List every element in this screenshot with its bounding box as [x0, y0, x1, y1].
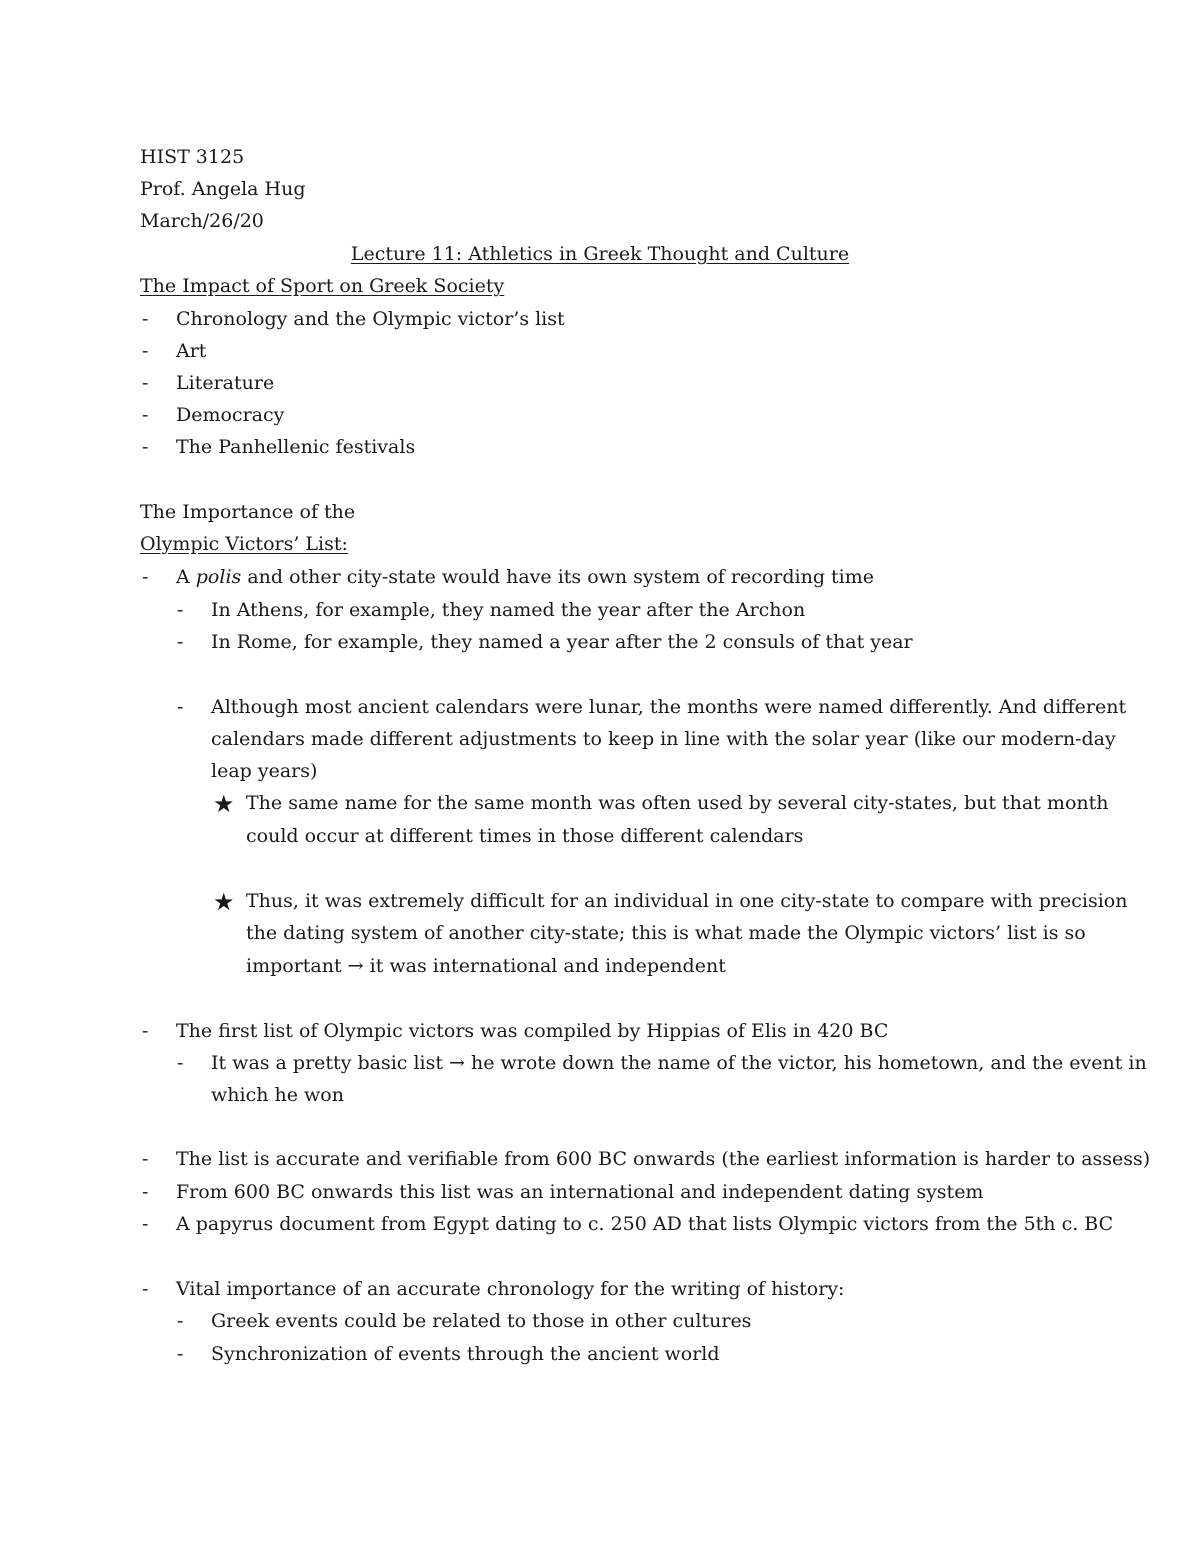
list-item: The first list of Olympic victors was compiled by Hippias of Elis in 420 BC [176, 1020, 889, 1042]
sub-list-item-continued: calendars made different adjustments to keep in line with the solar year (like our modern-day [211, 728, 1116, 750]
bullet-dash: - [142, 1148, 149, 1170]
professor-name: Prof. Angela Hug [140, 178, 306, 200]
sub-list-item-continued: leap years) [211, 760, 318, 782]
course-code: HIST 3125 [140, 146, 245, 168]
list-item: A papyrus document from Egypt dating to c. 250 AD that lists Olympic victors from the 5th c. BC [176, 1213, 1114, 1235]
sub-list-item: Although most ancient calendars were lunar, the months were named differently. And different [211, 696, 1127, 718]
list-item: The Panhellenic festivals [176, 436, 416, 458]
list-item: From 600 BC onwards this list was an international and independent dating system [176, 1181, 984, 1203]
text-fragment: A [176, 566, 196, 588]
bullet-dash: - [142, 340, 149, 362]
list-item: Art [176, 340, 207, 362]
list-item: Vital importance of an accurate chronology for the writing of history: [176, 1278, 845, 1300]
sub-list-item: In Rome, for example, they named a year after the 2 consuls of that year [211, 631, 913, 653]
section-heading-victors-list: Olympic Victors’ List: [140, 533, 348, 555]
list-item-polis [176, 561, 874, 593]
star-list-item-continued: the dating system of another city-state; this is what made the Olympic victors’ list is so [246, 922, 1086, 944]
bullet-dash: - [142, 372, 149, 394]
bullet-dash: - [142, 1278, 149, 1300]
star-icon: ★ [213, 888, 235, 916]
list-item: Chronology and the Olympic victor’s list [176, 308, 565, 330]
section-heading-impact: The Impact of Sport on Greek Society [140, 275, 505, 297]
sub-list-item: It was a pretty basic list → he wrote down the name of the victor, his hometown, and the event in [211, 1052, 1147, 1074]
star-list-item-continued: could occur at different times in those different calendars [246, 825, 804, 847]
star-list-item-continued: important → it was international and independent [246, 955, 726, 977]
lecture-title: Lecture 11: Athletics in Greek Thought and Culture [350, 243, 850, 265]
sub-bullet-dash: - [177, 599, 184, 621]
emphasis-polis: polis [195, 566, 242, 588]
sub-bullet-dash: - [177, 1310, 184, 1332]
list-item: Literature [176, 372, 275, 394]
bullet-dash: - [142, 1213, 149, 1235]
bullet-dash: - [142, 308, 149, 330]
bullet-dash: - [142, 1020, 149, 1042]
sub-list-item: Synchronization of events through the ancient world [211, 1343, 720, 1365]
star-icon: ★ [213, 790, 235, 818]
sub-bullet-dash: - [177, 1343, 184, 1365]
bullet-dash: - [142, 1181, 149, 1203]
sub-bullet-dash: - [177, 631, 184, 653]
star-list-item: The same name for the same month was often used by several city-states, but that month [246, 792, 1109, 814]
sub-list-item-continued: which he won [211, 1084, 344, 1106]
list-item: Democracy [176, 404, 285, 426]
bullet-dash: - [142, 404, 149, 426]
bullet-dash: - [142, 436, 149, 458]
sub-list-item: In Athens, for example, they named the year after the Archon [211, 599, 806, 621]
text-fragment: and other city-state would have its own system of recording time [241, 566, 875, 588]
sub-list-item: Greek events could be related to those in other cultures [211, 1310, 752, 1332]
list-item: The list is accurate and verifiable from 600 BC onwards (the earliest information is harder to assess) [176, 1148, 1151, 1170]
star-list-item: Thus, it was extremely difficult for an individual in one city-state to compare with precision [246, 890, 1128, 912]
sub-bullet-dash: - [177, 696, 184, 718]
section-heading-importance: The Importance of the [140, 501, 356, 523]
sub-bullet-dash: - [177, 1052, 184, 1074]
bullet-dash: - [142, 566, 149, 588]
lecture-date: March/26/20 [140, 210, 264, 232]
